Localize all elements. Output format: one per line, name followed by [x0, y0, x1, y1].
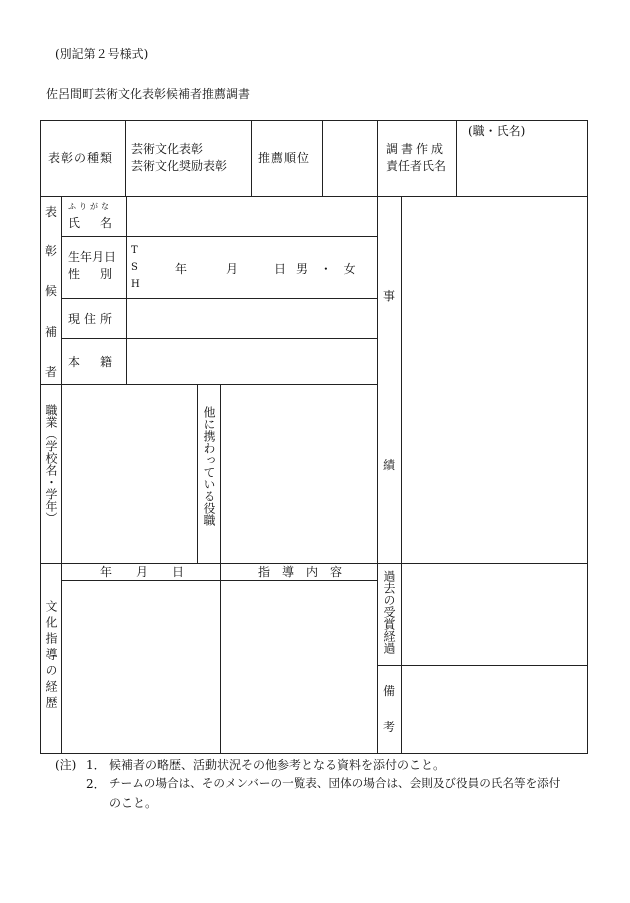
era-t: T [131, 245, 138, 256]
domicile-label: 本 籍 [68, 355, 117, 369]
divider [126, 196, 127, 384]
preparer-hint: (職・氏名) [468, 124, 526, 138]
award-type-label: 表彰の種類 [48, 151, 114, 165]
divider [456, 120, 457, 197]
divider [61, 580, 378, 581]
table-border-bottom [40, 753, 588, 754]
divider [125, 120, 126, 197]
history-col-date: 年 月 日 [100, 565, 185, 579]
divider [40, 196, 588, 197]
side-char: 補 [45, 325, 58, 339]
divider [377, 665, 588, 666]
day-unit: 日 [274, 262, 287, 276]
divider [197, 384, 198, 564]
history-col-content: 指 導 内 容 [258, 565, 343, 579]
remarks-label-top: 備 [383, 684, 396, 698]
note-2-text: チームの場合は、そのメンバーの一覧表、団体の場合は、会則及び役員の氏名等を添付 [109, 776, 561, 790]
notes-prefix: (注) [55, 758, 77, 772]
address-label: 現住所 [68, 312, 117, 326]
month-unit: 月 [226, 262, 239, 276]
side-char: 候 [45, 284, 58, 298]
divider [61, 384, 62, 564]
birthdate-label: 生年月日 [68, 250, 117, 264]
divider [61, 196, 62, 384]
past-awards-label: 過去の受賞経過 [382, 570, 396, 654]
award-option-1: 芸術文化表彰 [131, 142, 204, 156]
side-char: 彰 [45, 244, 58, 258]
table-border-left [40, 120, 41, 754]
note-1-text: 候補者の略歴、活動状況その他参考となる資料を添付のこと。 [109, 758, 446, 772]
divider [251, 120, 252, 197]
achievements-label-top: 事 [383, 289, 396, 303]
note-2-number: 2． [86, 777, 106, 791]
achievements-label-bottom: 績 [383, 458, 396, 472]
divider [220, 384, 221, 564]
history-label: 文化指導の経歴 [44, 600, 58, 712]
preparer-label-1: 調書作成 [386, 142, 447, 156]
table-border-top [40, 120, 588, 121]
preparer-label-2: 責任者氏名 [386, 159, 447, 173]
furigana-label: ふりがな [68, 202, 112, 211]
divider [61, 563, 62, 754]
name-label: 氏 名 [68, 216, 117, 230]
rank-label: 推薦順位 [258, 151, 311, 165]
divider [61, 298, 378, 299]
year-unit: 年 [175, 262, 188, 276]
page-title: 佐呂間町芸術文化表彰候補者推薦調書 [46, 87, 251, 101]
note-1-number: 1． [86, 758, 106, 772]
sex-options: 男 ・ 女 [296, 262, 360, 276]
divider [377, 120, 378, 754]
divider [401, 196, 402, 754]
divider [322, 120, 323, 197]
table-border-right [587, 120, 588, 754]
sex-label: 性 別 [68, 267, 117, 281]
occupation-label: 職業（学校名・学年） [44, 404, 58, 524]
note-2-continuation: のこと。 [109, 796, 158, 810]
divider [61, 338, 378, 339]
divider [220, 563, 221, 754]
side-char: 者 [45, 365, 58, 379]
divider [40, 563, 588, 564]
era-h: H [131, 279, 140, 290]
era-s: S [131, 262, 138, 273]
form-number: (別記第２号様式) [55, 47, 149, 61]
remarks-label-bottom: 考 [383, 720, 396, 734]
award-option-2: 芸術文化奨励表彰 [131, 159, 228, 173]
side-char: 表 [45, 205, 58, 219]
divider [40, 384, 378, 385]
divider [61, 236, 378, 237]
other-roles-label: 他に携わっている役職 [202, 406, 216, 526]
